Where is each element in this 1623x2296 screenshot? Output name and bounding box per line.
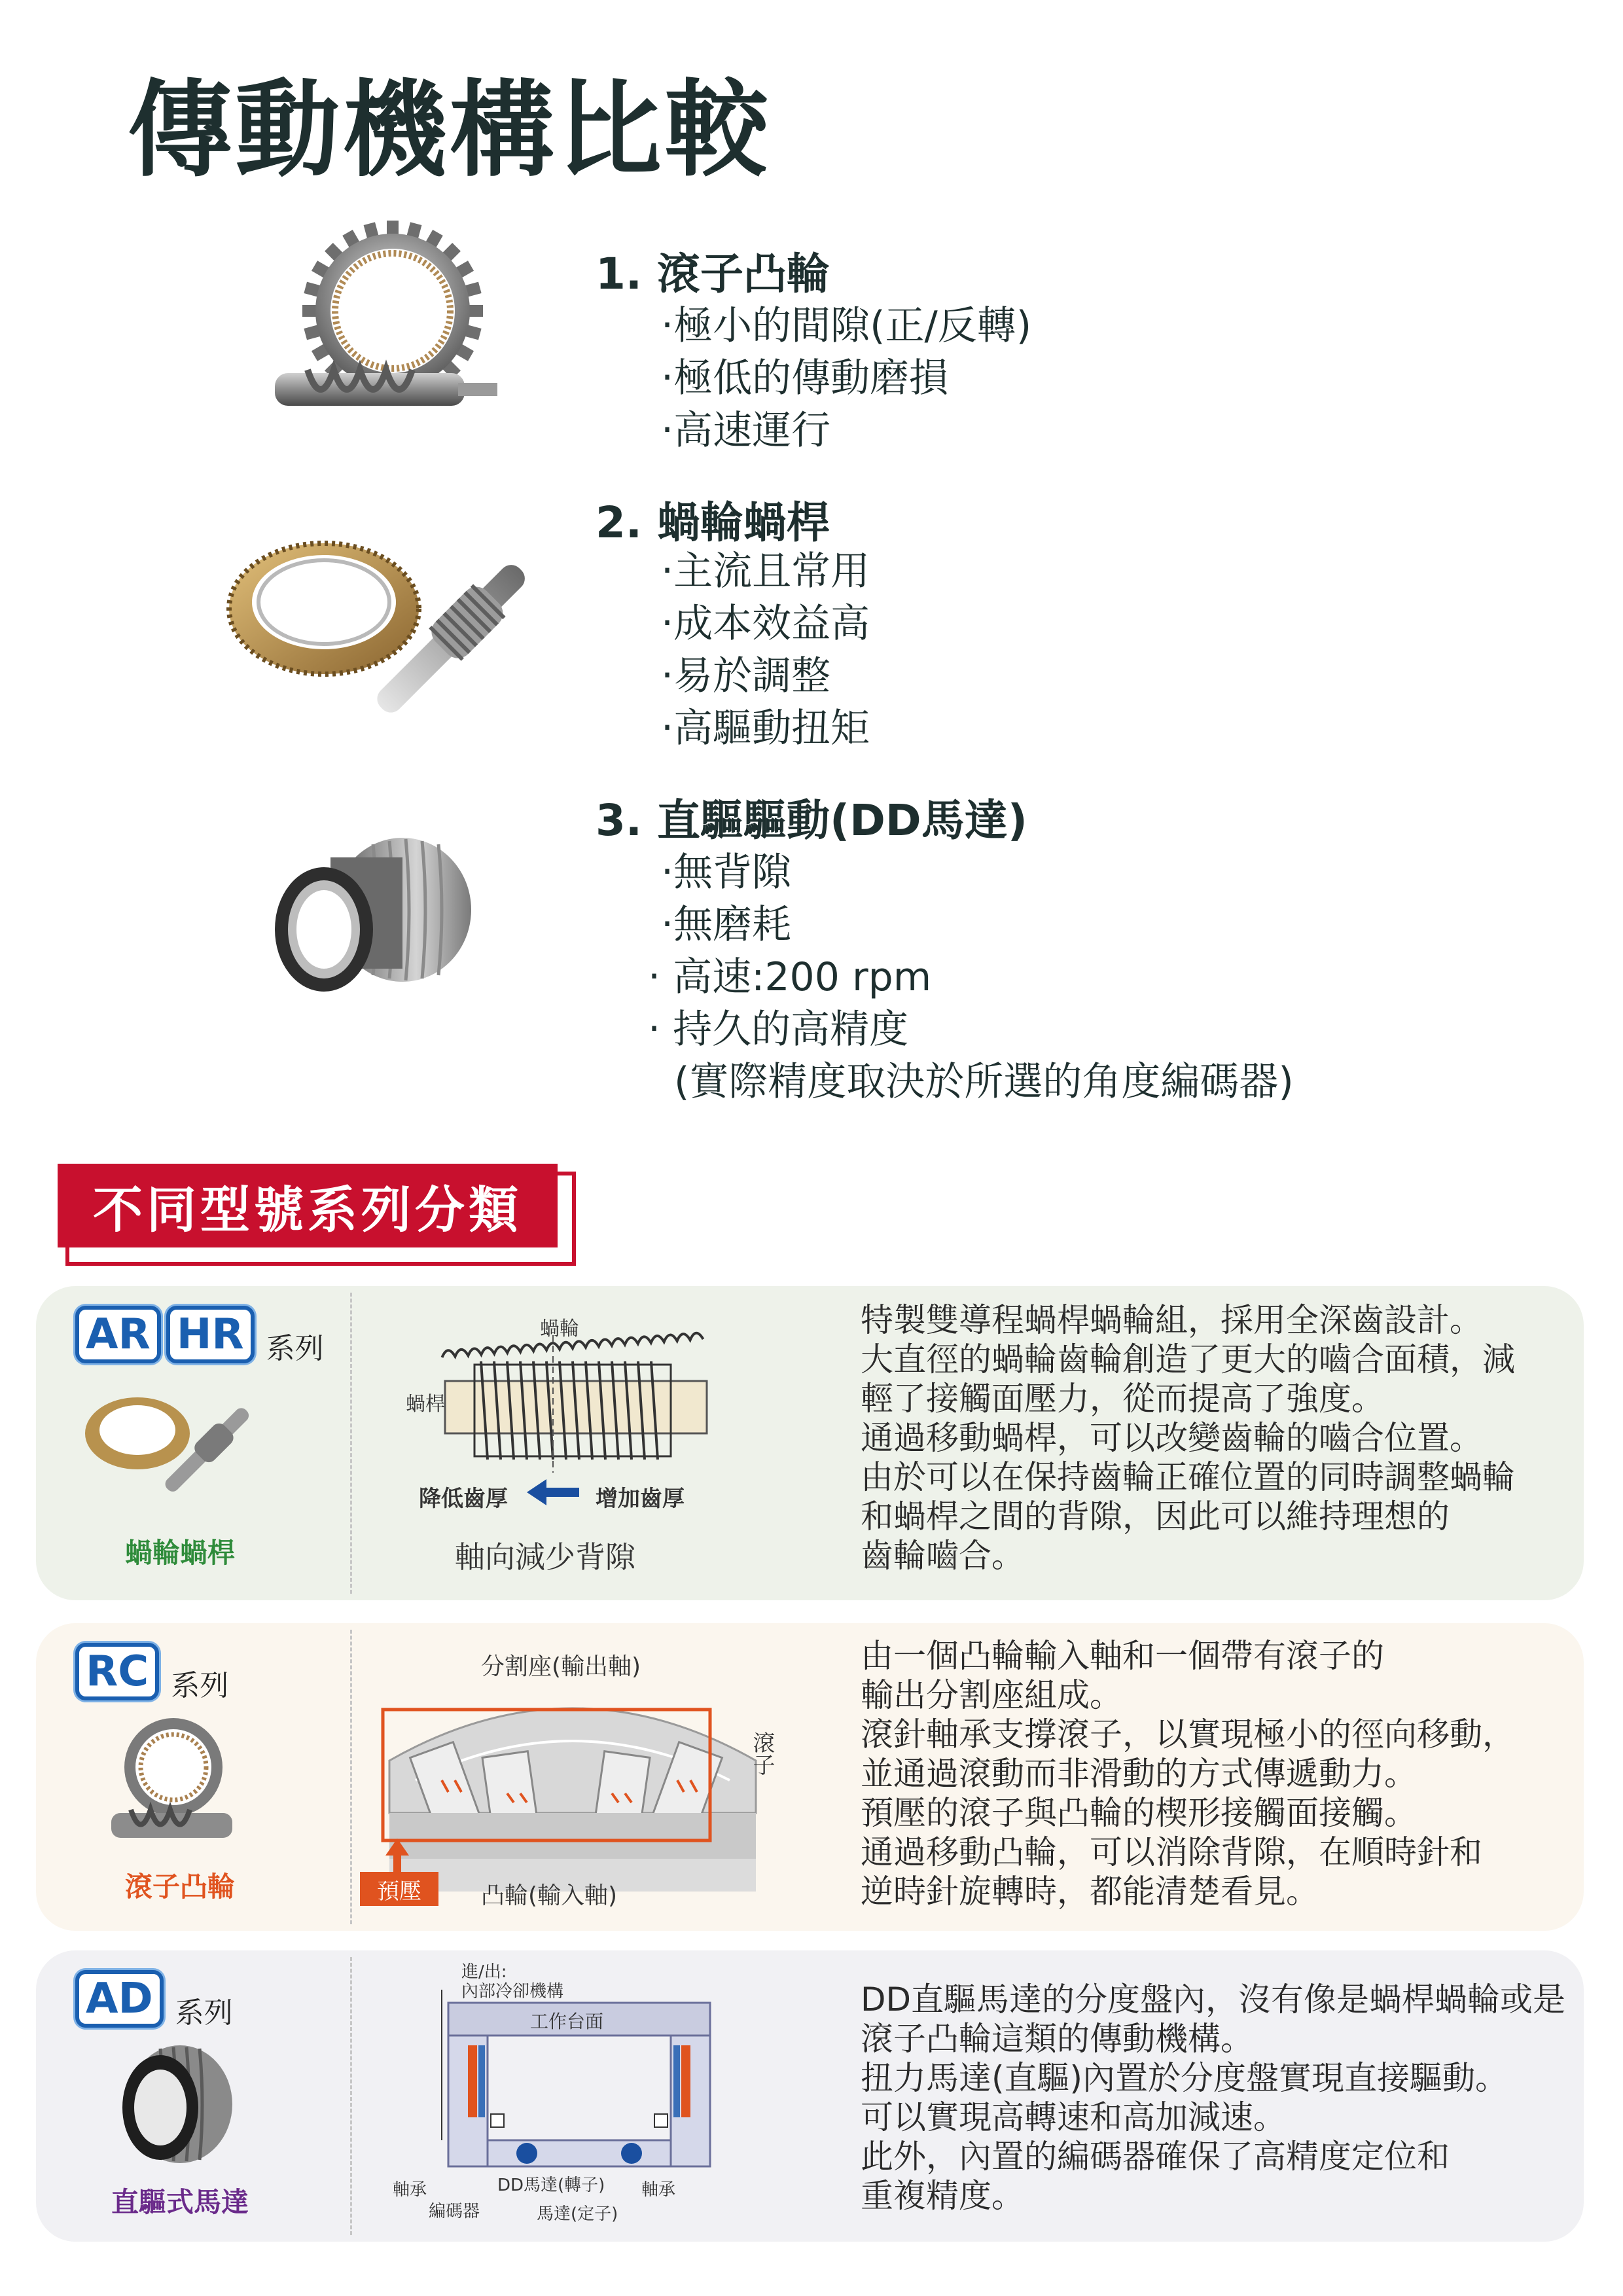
description-line: 逆時針旋轉時，都能清楚看見。: [861, 1873, 1319, 1910]
series-badge-hr: HR: [166, 1306, 255, 1363]
page-title: 傳動機構比較: [128, 69, 772, 191]
description-line: 由一個凸輪輸入軸和一個帶有滾子的: [861, 1637, 1384, 1675]
label-decrease-thickness: 降低齒厚: [419, 1486, 508, 1512]
label-axial-backlash: 軸向減少背隙: [455, 1539, 635, 1575]
worm-gear-thumbnail: [82, 1391, 259, 1502]
mechanism-2-bullet: ‧成本效益高: [661, 601, 870, 647]
mechanism-1-title: 1. 滾子凸輪: [596, 249, 830, 299]
mechanism-1-bullet: ‧極低的傳動磨損: [661, 355, 949, 401]
roller-cam-photo: [262, 219, 504, 435]
series-caption: 蝸輪蝸桿: [124, 1537, 235, 1569]
description-line: 預壓的滾子與凸輪的楔形接觸面接觸。: [861, 1794, 1417, 1832]
description-line: 通過移動凸輪，可以消除背隙，在順時針和: [861, 1833, 1482, 1871]
series-word: 系列: [171, 1668, 229, 1702]
series-caption: 滾子凸輪: [124, 1871, 235, 1903]
label-cooling: 內部冷卻機構: [461, 1982, 564, 2001]
description-line: 齒輪嚙合。: [861, 1537, 1024, 1575]
worm-gear-photo: [226, 537, 540, 733]
dd-motor-thumbnail: [108, 2042, 239, 2166]
label-cam-input: 凸輪(輸入軸): [481, 1882, 618, 1909]
description-line: 輕了接觸面壓力，從而提高了強度。: [861, 1380, 1384, 1418]
description-line: 滾針軸承支撐滾子，以實現極小的徑向移動，: [861, 1715, 1515, 1753]
roller-cam-thumbnail: [98, 1715, 242, 1846]
mechanism-3-bullet: ‧無磨耗: [661, 902, 792, 948]
series-word: 系列: [175, 1996, 233, 2030]
series-label: [75, 1643, 228, 1704]
description-line: 輸出分割座組成。: [861, 1676, 1122, 1714]
preload-tag: 預壓: [360, 1872, 438, 1906]
label-worm-wheel: 蝸輪: [540, 1318, 579, 1340]
mechanism-3-bullet: (實際精度取決於所選的角度編碼器): [674, 1059, 1294, 1105]
series-panel-rc: [36, 1623, 1584, 1931]
panel-divider: [350, 1957, 352, 2235]
label-worm: 蝸桿: [406, 1393, 445, 1416]
panel-divider: [350, 1630, 352, 1924]
label-bearing-right: 軸承: [641, 2180, 676, 2200]
description-line: 特製雙導程蝸桿蝸輪組，採用全深齒設計。: [861, 1301, 1482, 1339]
series-badge-ar: AR: [75, 1306, 161, 1363]
label-inlet: 進/出:: [461, 1962, 507, 1982]
label-rotor: DD馬達(轉子): [497, 2176, 605, 2195]
mechanism-2-bullet: ‧高驅動扭矩: [661, 706, 870, 751]
series-badge-ad: AD: [75, 1970, 164, 2028]
description-line: 扭力馬達(直驅)內置於分度盤實現直接驅動。: [861, 2059, 1508, 2097]
series-label: [75, 1306, 324, 1367]
label-increase-thickness: 增加齒厚: [596, 1486, 685, 1512]
description-line: 由於可以在保持齒輪正確位置的同時調整蝸輪: [861, 1458, 1515, 1496]
roller-cam-diagram: [376, 1682, 769, 1898]
description-line: 可以實現高轉速和高加減速。: [861, 2098, 1286, 2136]
description-line: 和蝸桿之間的背隙，因此可以維持理想的: [861, 1498, 1450, 1535]
mechanism-2-title: 2. 蝸輪蝸桿: [596, 497, 830, 548]
description-line: 通過移動蝸桿，可以改變齒輪的嚙合位置。: [861, 1419, 1482, 1457]
series-badge-rc: RC: [75, 1643, 159, 1700]
label-work-table: 工作台面: [530, 2011, 604, 2032]
description-line: 滾子凸輪這類的傳動機構。: [861, 2020, 1253, 2058]
mechanism-1-bullet: ‧高速運行: [661, 408, 831, 454]
mechanism-3-bullet: ‧ 高速:200 rpm: [648, 954, 932, 1000]
description-line: 此外，內置的編碼器確保了高精度定位和: [861, 2138, 1450, 2176]
description-line: DD直驅馬達的分度盤內，沒有像是蝸桿蝸輪或是: [861, 1981, 1566, 2018]
mechanism-3-bullet: ‧無背隙: [661, 850, 792, 895]
label-roller: 滾子: [749, 1731, 775, 1776]
series-description: [861, 1980, 1565, 2215]
mechanism-3-bullet: ‧ 持久的高精度: [648, 1007, 909, 1052]
section-banner: 不同型號系列分類: [58, 1164, 558, 1247]
label-stator: 馬達(定子): [537, 2204, 618, 2224]
mechanism-3-title: 3. 直驅驅動(DD馬達): [596, 795, 1027, 846]
dd-motor-photo: [259, 831, 484, 1008]
mechanism-2-bullet: ‧主流且常用: [661, 548, 870, 594]
label-index-table: 分割座(輸出軸): [481, 1653, 641, 1680]
series-caption: 直驅式馬達: [111, 2186, 249, 2218]
series-description: [861, 1300, 1515, 1575]
mechanism-2-bullet: ‧易於調整: [661, 653, 831, 699]
label-bearing-left: 軸承: [393, 2180, 427, 2200]
series-panel-ar-hr: [36, 1286, 1584, 1600]
label-encoder: 編碼器: [429, 2202, 480, 2221]
panel-divider: [350, 1293, 352, 1594]
series-description: [861, 1636, 1515, 1911]
description-line: 大直徑的蝸輪齒輪創造了更大的嚙合面積，減: [861, 1340, 1515, 1378]
series-label: [75, 1970, 233, 2031]
series-word: 系列: [266, 1331, 324, 1365]
series-panel-ad: [36, 1950, 1584, 2242]
mechanism-1-bullet: ‧極小的間隙(正/反轉): [661, 303, 1032, 349]
description-line: 並通過滾動而非滑動的方式傳遞動力。: [861, 1755, 1417, 1793]
description-line: 重複精度。: [861, 2177, 1024, 2215]
